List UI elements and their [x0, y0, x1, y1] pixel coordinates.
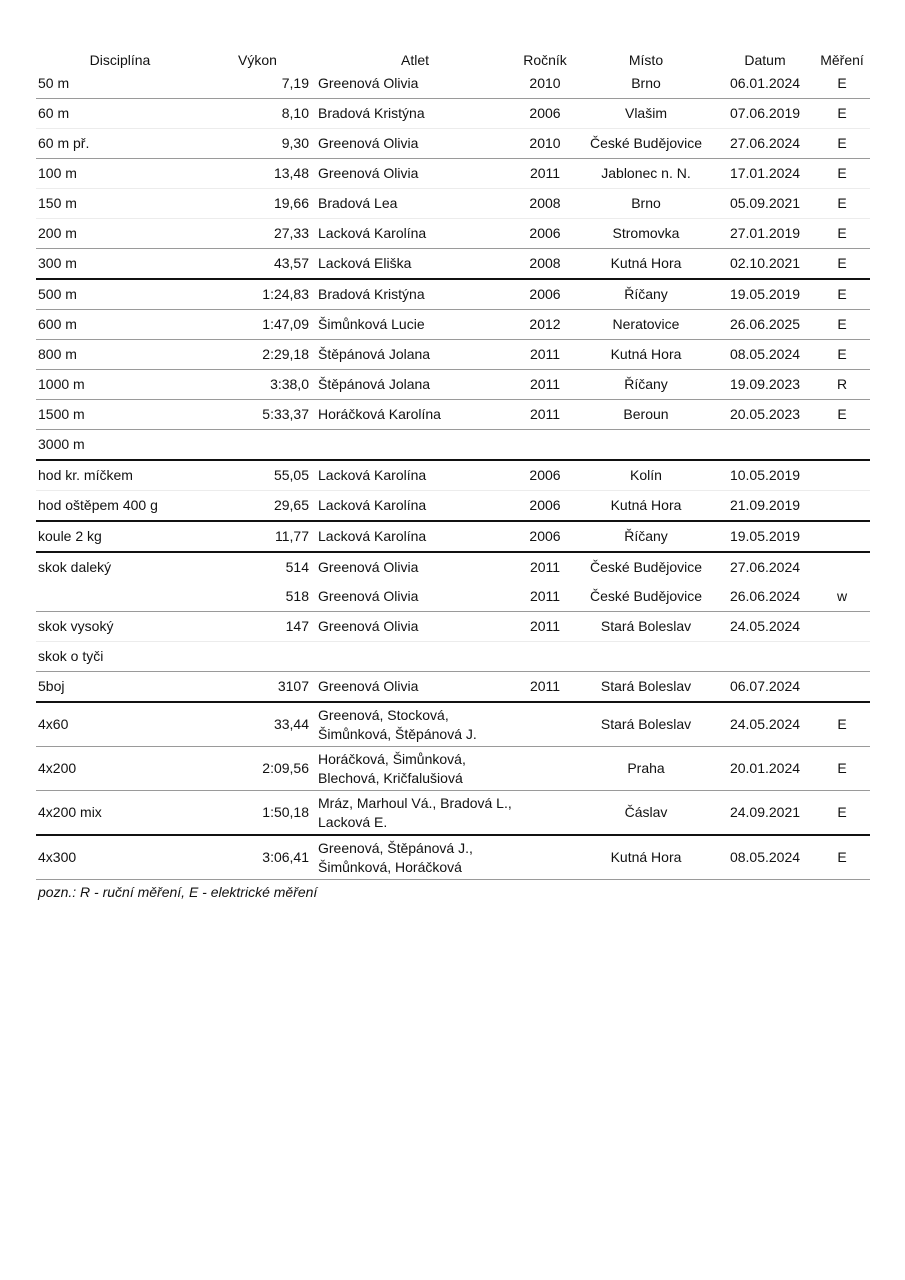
cell-date: 06.07.2024 [716, 672, 814, 703]
cell-year: 2006 [514, 279, 576, 310]
table-row [36, 99, 870, 129]
cell-athlete: Štěpánová Jolana [314, 370, 514, 400]
cell-date: 07.06.2019 [716, 99, 814, 129]
cell-performance: 43,57 [204, 249, 314, 280]
table-row [36, 69, 870, 99]
cell-place: České Budějovice [576, 129, 716, 159]
cell-athlete [314, 430, 514, 461]
cell-measurement [814, 612, 870, 642]
cell-performance: 518 [204, 582, 314, 612]
table-row [36, 521, 870, 552]
cell-athlete: Štěpánová Jolana [314, 340, 514, 370]
cell-measurement: w [814, 582, 870, 612]
cell-place: Říčany [576, 279, 716, 310]
cell-place: Kutná Hora [576, 340, 716, 370]
cell-date [716, 430, 814, 461]
cell-year: 2011 [514, 672, 576, 703]
cell-measurement [814, 552, 870, 582]
cell-discipline: 5boj [36, 672, 204, 703]
cell-discipline: 3000 m [36, 430, 204, 461]
cell-year: 2006 [514, 460, 576, 491]
cell-measurement [814, 521, 870, 552]
table-row [36, 491, 870, 522]
header-place: Místo [628, 52, 664, 68]
cell-year: 2012 [514, 310, 576, 340]
cell-athlete: Bradová Kristýna [314, 99, 514, 129]
table-row [36, 219, 870, 249]
cell-date: 19.09.2023 [716, 370, 814, 400]
cell-discipline: 4x200 mix [36, 791, 204, 836]
table-row [36, 279, 870, 310]
cell-measurement: E [814, 69, 870, 99]
cell-athlete: Greenová, Štěpánová J., Šimůnková, Horáčková [314, 835, 514, 880]
cell-year: 2011 [514, 159, 576, 189]
table-row [36, 642, 870, 672]
cell-date: 27.01.2019 [716, 219, 814, 249]
table-row [36, 747, 870, 791]
cell-performance: 3:06,41 [204, 835, 314, 880]
cell-discipline: skok vysoký [36, 612, 204, 642]
cell-measurement: E [814, 279, 870, 310]
cell-place [576, 642, 716, 672]
cell-place [576, 430, 716, 461]
cell-measurement: E [814, 702, 870, 747]
table-row [36, 430, 870, 461]
cell-measurement: E [814, 310, 870, 340]
cell-place: Říčany [576, 370, 716, 400]
cell-date: 19.05.2019 [716, 521, 814, 552]
cell-date: 21.09.2019 [716, 491, 814, 522]
table-header [36, 40, 870, 69]
cell-performance: 8,10 [204, 99, 314, 129]
cell-date: 08.05.2024 [716, 340, 814, 370]
cell-performance: 7,19 [204, 69, 314, 99]
cell-performance: 55,05 [204, 460, 314, 491]
cell-athlete: Lacková Karolína [314, 460, 514, 491]
cell-athlete: Lacková Karolína [314, 521, 514, 552]
cell-performance: 27,33 [204, 219, 314, 249]
cell-place: Čáslav [576, 791, 716, 836]
cell-year: 2011 [514, 370, 576, 400]
cell-place: Kutná Hora [576, 491, 716, 522]
cell-athlete: Mráz, Marhoul Vá., Bradová L., Lacková E. [314, 791, 514, 836]
cell-year: 2010 [514, 129, 576, 159]
cell-measurement [814, 460, 870, 491]
table-row [36, 159, 870, 189]
cell-measurement: E [814, 791, 870, 836]
cell-measurement: E [814, 835, 870, 880]
table-row [36, 310, 870, 340]
cell-athlete: Greenová Olivia [318, 559, 419, 575]
cell-place: Vlašim [576, 99, 716, 129]
cell-discipline: 150 m [36, 189, 204, 219]
cell-date: 27.06.2024 [729, 559, 801, 575]
table-row [36, 791, 870, 836]
cell-year: 2011 [529, 559, 561, 575]
cell-discipline: skok o tyči [36, 642, 204, 672]
table-row [36, 340, 870, 370]
cell-performance: 9,30 [204, 129, 314, 159]
cell-measurement [814, 642, 870, 672]
table-row [36, 400, 870, 430]
cell-date: 06.01.2024 [716, 69, 814, 99]
cell-athlete: Greenová Olivia [314, 159, 514, 189]
cell-place: Kutná Hora [576, 835, 716, 880]
cell-athlete: Bradová Lea [314, 189, 514, 219]
cell-discipline [36, 582, 204, 612]
cell-measurement [814, 491, 870, 522]
cell-athlete: Lacková Eliška [314, 249, 514, 280]
cell-discipline: 60 m př. [36, 129, 204, 159]
cell-performance: 3:38,0 [204, 370, 314, 400]
cell-year: 2006 [514, 99, 576, 129]
table-row [36, 249, 870, 280]
cell-date [716, 642, 814, 672]
cell-date: 26.06.2025 [716, 310, 814, 340]
cell-discipline: 4x200 [36, 747, 204, 791]
cell-performance [204, 430, 314, 461]
cell-performance: 514 [285, 559, 309, 575]
cell-performance: 2:09,56 [204, 747, 314, 791]
table-row [36, 460, 870, 491]
cell-place: Brno [576, 69, 716, 99]
cell-discipline: 800 m [36, 340, 204, 370]
cell-place: Beroun [576, 400, 716, 430]
footnote: pozn.: R - ruční měření, E - elektrické měření [38, 884, 318, 900]
cell-date: 20.01.2024 [716, 747, 814, 791]
table-row [36, 129, 870, 159]
cell-discipline: 50 m [36, 69, 204, 99]
cell-year: 2011 [514, 582, 576, 612]
cell-year: 2008 [514, 189, 576, 219]
cell-date: 20.05.2023 [716, 400, 814, 430]
table-row [36, 189, 870, 219]
cell-year: 2011 [514, 340, 576, 370]
table-row [36, 612, 870, 642]
cell-place: Brno [576, 189, 716, 219]
cell-measurement: E [814, 340, 870, 370]
cell-date: 24.05.2024 [716, 612, 814, 642]
cell-year [514, 642, 576, 672]
records-table [36, 40, 870, 880]
cell-discipline: 100 m [36, 159, 204, 189]
cell-year: 2011 [514, 612, 576, 642]
table-row [36, 582, 870, 612]
cell-year [514, 430, 576, 461]
cell-date: 17.01.2024 [716, 159, 814, 189]
cell-performance: 13,48 [204, 159, 314, 189]
cell-athlete: Lacková Karolína [314, 219, 514, 249]
cell-athlete: Greenová Olivia [314, 582, 514, 612]
cell-performance: 11,77 [204, 521, 314, 552]
cell-place: Kutná Hora [576, 249, 716, 280]
cell-place: Neratovice [576, 310, 716, 340]
table-row [36, 672, 870, 703]
cell-year [514, 791, 576, 836]
cell-discipline: 300 m [36, 249, 204, 280]
cell-date: 02.10.2021 [716, 249, 814, 280]
cell-performance: 5:33,37 [204, 400, 314, 430]
cell-year: 2006 [514, 521, 576, 552]
cell-athlete: Horáčková Karolína [314, 400, 514, 430]
cell-place: Stromovka [576, 219, 716, 249]
cell-place: České Budějovice [576, 582, 716, 612]
cell-discipline: 600 m [36, 310, 204, 340]
table-row [36, 552, 870, 582]
cell-performance: 19,66 [204, 189, 314, 219]
cell-performance: 1:47,09 [204, 310, 314, 340]
cell-place: České Budějovice [589, 559, 703, 575]
cell-measurement: E [814, 99, 870, 129]
cell-year [514, 835, 576, 880]
cell-athlete: Horáčková, Šimůnková, Blechová, Kričfalušiová [314, 747, 514, 791]
cell-performance: 1:24,83 [204, 279, 314, 310]
cell-performance: 3107 [204, 672, 314, 703]
table-row [36, 370, 870, 400]
cell-place: Říčany [576, 521, 716, 552]
header-athlete: Atlet [400, 52, 429, 68]
cell-discipline: hod kr. míčkem [36, 460, 204, 491]
header-date: Datum [744, 52, 786, 68]
cell-athlete: Greenová Olivia [314, 612, 514, 642]
cell-place: Jablonec n. N. [576, 159, 716, 189]
cell-measurement: E [814, 159, 870, 189]
cell-year [514, 747, 576, 791]
cell-performance: 147 [204, 612, 314, 642]
cell-discipline: 4x300 [36, 835, 204, 880]
cell-year [514, 702, 576, 747]
header-performance: Výkon [238, 52, 277, 68]
table-row [36, 702, 870, 747]
cell-measurement: E [814, 219, 870, 249]
cell-discipline: 500 m [36, 279, 204, 310]
cell-performance: 1:50,18 [204, 791, 314, 836]
cell-place: Stará Boleslav [576, 702, 716, 747]
cell-athlete: Bradová Kristýna [314, 279, 514, 310]
cell-date: 24.05.2024 [716, 702, 814, 747]
cell-place: Kolín [576, 460, 716, 491]
cell-discipline: skok daleký [38, 559, 112, 575]
cell-performance: 2:29,18 [204, 340, 314, 370]
cell-measurement: E [814, 400, 870, 430]
cell-athlete: Greenová Olivia [314, 69, 514, 99]
cell-measurement: R [814, 370, 870, 400]
cell-measurement: E [814, 747, 870, 791]
cell-athlete [314, 642, 514, 672]
cell-discipline: koule 2 kg [36, 521, 204, 552]
cell-measurement: E [814, 249, 870, 280]
header-discipline: Disciplína [89, 52, 151, 68]
cell-place: Stará Boleslav [576, 612, 716, 642]
cell-measurement: E [814, 189, 870, 219]
cell-year: 2006 [514, 219, 576, 249]
cell-discipline: 1000 m [36, 370, 204, 400]
cell-date: 24.09.2021 [716, 791, 814, 836]
cell-date: 10.05.2019 [716, 460, 814, 491]
cell-place: Stará Boleslav [576, 672, 716, 703]
cell-discipline: 60 m [36, 99, 204, 129]
cell-discipline: hod oštěpem 400 g [36, 491, 204, 522]
cell-athlete: Šimůnková Lucie [314, 310, 514, 340]
header-measurement: Měření [820, 52, 864, 68]
cell-athlete: Greenová Olivia [314, 672, 514, 703]
cell-performance: 33,44 [204, 702, 314, 747]
table-body [36, 69, 870, 880]
cell-discipline: 1500 m [36, 400, 204, 430]
header-year: Ročník [523, 52, 567, 68]
cell-measurement: E [814, 129, 870, 159]
cell-discipline: 200 m [36, 219, 204, 249]
cell-year: 2006 [514, 491, 576, 522]
cell-date: 26.06.2024 [716, 582, 814, 612]
cell-date: 08.05.2024 [716, 835, 814, 880]
cell-athlete: Greenová, Stocková, Šimůnková, Štěpánová J. [314, 702, 514, 747]
cell-athlete: Lacková Karolína [314, 491, 514, 522]
cell-year: 2011 [514, 400, 576, 430]
cell-place: Praha [576, 747, 716, 791]
cell-measurement [814, 672, 870, 703]
cell-performance: 29,65 [204, 491, 314, 522]
cell-performance [204, 642, 314, 672]
cell-measurement [814, 430, 870, 461]
table-row [36, 835, 870, 880]
cell-athlete: Greenová Olivia [314, 129, 514, 159]
cell-date: 05.09.2021 [716, 189, 814, 219]
cell-discipline: 4x60 [36, 702, 204, 747]
cell-date: 27.06.2024 [716, 129, 814, 159]
records-page [36, 40, 870, 900]
cell-year: 2010 [514, 69, 576, 99]
cell-date: 19.05.2019 [716, 279, 814, 310]
cell-year: 2008 [514, 249, 576, 280]
